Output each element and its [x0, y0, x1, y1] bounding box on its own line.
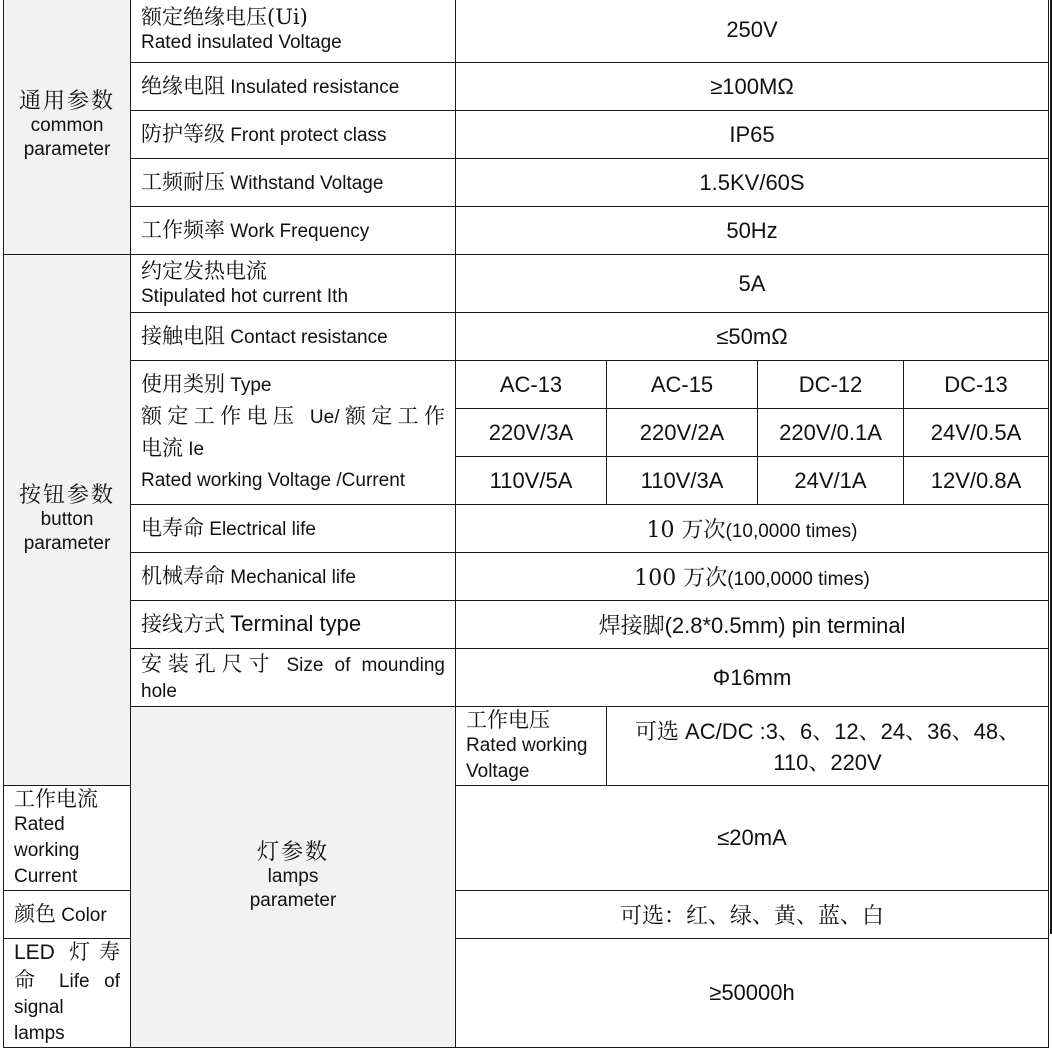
value-electrical-life: 10 万次(10,0000 times) — [456, 505, 1049, 553]
rating-2-dc-12: 24V/1A — [758, 457, 904, 505]
group-common: 通用参数 common parameter — [4, 0, 131, 255]
value-lamp-color: 可选：红、绿、黄、蓝、白 — [456, 891, 1049, 939]
label-electrical-life: 电寿命 Electrical life — [131, 505, 456, 553]
label-mounding-hole: 安装孔尺寸 Size of mounding hole — [131, 649, 456, 707]
type-dc-13: DC-13 — [904, 361, 1049, 409]
value-mounding-hole: Φ16mm — [456, 649, 1049, 707]
spec-table — [3, 0, 1049, 1048]
value-terminal-type: 焊接脚(2.8*0.5mm) pin terminal — [456, 601, 1049, 649]
value-rated-insulated-voltage: 250V — [456, 0, 1049, 63]
label-terminal-type: 接线方式 Terminal type — [131, 601, 456, 649]
table-row — [4, 255, 1049, 313]
table-row — [4, 505, 1049, 553]
value-stipulated-hot-current: 5A — [456, 255, 1049, 313]
label-stipulated-hot-current: 约定发热电流 Stipulated hot current Ith — [131, 255, 456, 313]
rating-2-ac-13: 110V/5A — [456, 457, 607, 505]
table-row — [4, 207, 1049, 255]
table-row — [4, 361, 1049, 409]
type-ac-13: AC-13 — [456, 361, 607, 409]
value-work-frequency: 50Hz — [456, 207, 1049, 255]
rating-2-ac-15: 110V/3A — [607, 457, 758, 505]
label-contact-resistance: 接触电阻 Contact resistance — [131, 313, 456, 361]
label-front-protect-class: 防护等级 Front protect class — [131, 111, 456, 159]
label-lamp-color: 颜色 Color — [4, 891, 131, 939]
rating-2-dc-13: 12V/0.8A — [904, 457, 1049, 505]
type-ac-15: AC-15 — [607, 361, 758, 409]
value-front-protect-class: IP65 — [456, 111, 1049, 159]
table-row — [4, 0, 1049, 63]
value-lamp-rated-current: ≤20mA — [456, 786, 1049, 891]
value-insulated-resistance: ≥100MΩ — [456, 63, 1049, 111]
rating-1-dc-12: 220V/0.1A — [758, 409, 904, 457]
label-insulated-resistance: 绝缘电阻 Insulated resistance — [131, 63, 456, 111]
group-lamps: 灯参数 lamps parameter — [131, 707, 456, 1048]
table-row — [4, 649, 1049, 707]
label-type-rated-working: 使用类别 Type 额定工作电压 Ue/额定工作 电流 Ie Rated working Voltage /Current — [131, 361, 456, 505]
label-lamp-rated-current: 工作电流 Rated working Current — [4, 786, 131, 891]
label-lamp-life: LED 灯寿命 Life of signal lamps — [4, 939, 131, 1048]
label-withstand-voltage: 工频耐压 Withstand Voltage — [131, 159, 456, 207]
value-contact-resistance: ≤50mΩ — [456, 313, 1049, 361]
group-button: 按钮参数 button parameter — [4, 255, 131, 786]
value-withstand-voltage: 1.5KV/60S — [456, 159, 1049, 207]
type-dc-12: DC-12 — [758, 361, 904, 409]
label-mechanical-life: 机械寿命 Mechanical life — [131, 553, 456, 601]
rating-1-dc-13: 24V/0.5A — [904, 409, 1049, 457]
table-row — [4, 601, 1049, 649]
table-row — [4, 159, 1049, 207]
rating-1-ac-13: 220V/3A — [456, 409, 607, 457]
value-lamp-rated-voltage: 可选 AC/DC :3、6、12、24、36、48、110、220V — [607, 707, 1049, 786]
label-lamp-rated-voltage: 工作电压 Rated working Voltage — [456, 707, 607, 786]
table-row — [4, 313, 1049, 361]
table-row — [4, 63, 1049, 111]
label-work-frequency: 工作频率 Work Frequency — [131, 207, 456, 255]
rating-1-ac-15: 220V/2A — [607, 409, 758, 457]
value-lamp-life: ≥50000h — [456, 939, 1049, 1048]
table-row — [4, 707, 1049, 786]
table-row — [4, 111, 1049, 159]
label-rated-insulated-voltage: 额定绝缘电压(Ui) Rated insulated Voltage — [131, 0, 456, 63]
value-mechanical-life: 100 万次(100,0000 times) — [456, 553, 1049, 601]
table-row — [4, 553, 1049, 601]
